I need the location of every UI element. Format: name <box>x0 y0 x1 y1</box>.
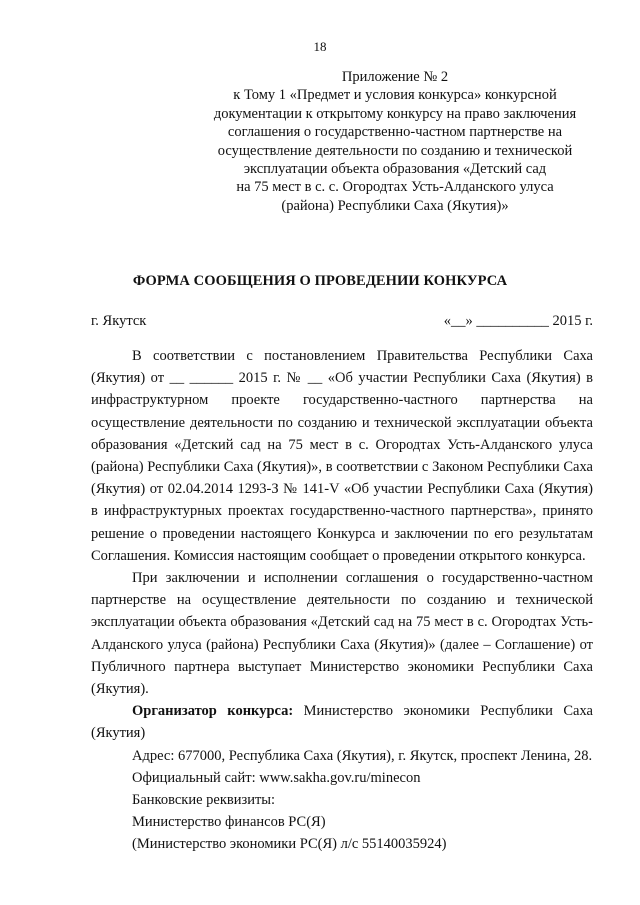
organizer-label: Организатор конкурса: <box>132 703 294 720</box>
paragraph-basis: В соответствии с постановлением Правительства Республики Саха (Якутия) от __ ______ 2015 г. № __ «Об участии Республики Саха (Якутия) в инфраструктурном проекте государственно-частного партнерства на осуществление деятельности по созданию и технической эксплуатации объекта образования «Детский сад на 75 мест в с. Огородтах Усть-Алданского улуса (района) Республики Саха (Якутия)», в соответствии с Законом Республики Саха (Якутия) от 02.04.2014 1293-З № 141-V «Об участии Республики Саха (Якутия) в инфраструктурных проектах государственно-частного партнерства», принято решение о проведении настоящего Конкурса и заключении по его результатам Соглашения. Комиссия настоящим сообщает о проведении открытого конкурса. <box>91 348 593 564</box>
organizer-value: Министерство экономики Республики Саха (Якутия) <box>91 703 593 742</box>
paragraph-organizer <box>91 700 593 744</box>
bank-details-line: (Министерство экономики РС(Я) л/с 55140035924) <box>132 836 447 853</box>
document-title: ФОРМА СООБЩЕНИЯ О ПРОВЕДЕНИИ КОНКУРСА <box>132 273 508 289</box>
date-placeholder: «__» __________ 2015 г. <box>443 313 593 329</box>
paragraph-public-partner: При заключении и исполнении соглашения о государственно-частном партнерстве на осуществление деятельности по созданию и технической эксплуатации объекта образования «Детский сад на 75 мест в с. Огородтах Усть-Алданского улуса (района) Республики Саха (Якутия)» (далее – Соглашение) от Публичного партнера выступает Министерство экономики Республики Саха (Якутия). <box>91 570 593 698</box>
paragraph-address: Адрес: 677000, Республика Саха (Якутия), г. Якутск, проспект Ленина, 28. <box>132 747 593 764</box>
website-line: Официальный сайт: www.sakha.gov.ru/minecon <box>132 769 421 786</box>
bank-details-label: Банковские реквизиты: <box>132 792 276 809</box>
appendix-line: осуществление деятельности по созданию и технической <box>217 142 573 159</box>
document-body <box>91 345 593 856</box>
appendix-header <box>180 68 610 215</box>
appendix-line: к Тому 1 «Предмет и условия конкурса» конкурсной <box>233 87 557 104</box>
appendix-line: (района) Республики Саха (Якутия)» <box>281 197 509 214</box>
appendix-line: документации к открытому конкурсу на право заключения <box>213 105 577 122</box>
appendix-line: эксплуатации объекта образования «Детский сад <box>243 161 547 178</box>
appendix-line: на 75 мест в с. с. Огородтах Усть-Алданского улуса <box>236 179 554 196</box>
bank-details-line: Министерство финансов РС(Я) <box>132 814 326 831</box>
page-number: 18 <box>313 39 327 54</box>
city: г. Якутск <box>91 313 147 329</box>
appendix-line: Приложение № 2 <box>341 69 449 85</box>
appendix-line: соглашения о государственно-частном партнерстве на <box>227 124 563 141</box>
